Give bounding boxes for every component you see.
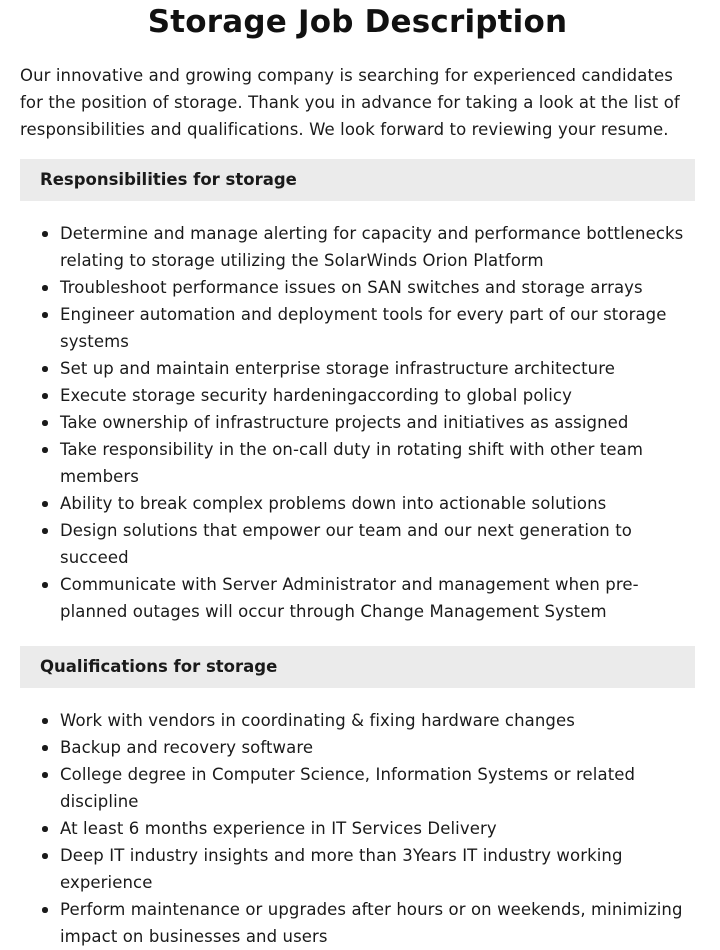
list-item: Backup and recovery software bbox=[60, 734, 695, 761]
qualifications-heading: Qualifications for storage bbox=[20, 646, 695, 688]
qualifications-list bbox=[20, 707, 695, 950]
list-item: Communicate with Server Administrator and management when pre-planned outages will occur through Change Management System bbox=[60, 571, 695, 625]
intro-paragraph: Our innovative and growing company is searching for experienced candidates for the position of storage. Thank you in advance for taking a look at the list of responsibilities and qualifications. We look forward to reviewing your resume. bbox=[20, 66, 680, 139]
list-item: Deep IT industry insights and more than 3Years IT industry working experience bbox=[60, 842, 695, 896]
list-item: Design solutions that empower our team and our next generation to succeed bbox=[60, 517, 695, 571]
list-item: Set up and maintain enterprise storage infrastructure architecture bbox=[60, 355, 695, 382]
list-item: Execute storage security hardeningaccording to global policy bbox=[60, 382, 695, 409]
list-item: Ability to break complex problems down into actionable solutions bbox=[60, 490, 695, 517]
list-item: College degree in Computer Science, Information Systems or related discipline bbox=[60, 761, 695, 815]
list-item: Perform maintenance or upgrades after hours or on weekends, minimizing impact on businesses and users bbox=[60, 896, 695, 950]
list-item: Take ownership of infrastructure projects and initiatives as assigned bbox=[60, 409, 695, 436]
list-item: Determine and manage alerting for capacity and performance bottlenecks relating to storage utilizing the SolarWinds Orion Platform bbox=[60, 220, 695, 274]
responsibilities-heading: Responsibilities for storage bbox=[20, 159, 695, 201]
list-item: Troubleshoot performance issues on SAN switches and storage arrays bbox=[60, 274, 695, 301]
responsibilities-list bbox=[20, 220, 695, 625]
list-item: At least 6 months experience in IT Services Delivery bbox=[60, 815, 695, 842]
page-title: Storage Job Description bbox=[147, 4, 568, 40]
list-item: Take responsibility in the on-call duty in rotating shift with other team members bbox=[60, 436, 695, 490]
list-item: Work with vendors in coordinating & fixing hardware changes bbox=[60, 707, 695, 734]
list-item: Engineer automation and deployment tools for every part of our storage systems bbox=[60, 301, 695, 355]
